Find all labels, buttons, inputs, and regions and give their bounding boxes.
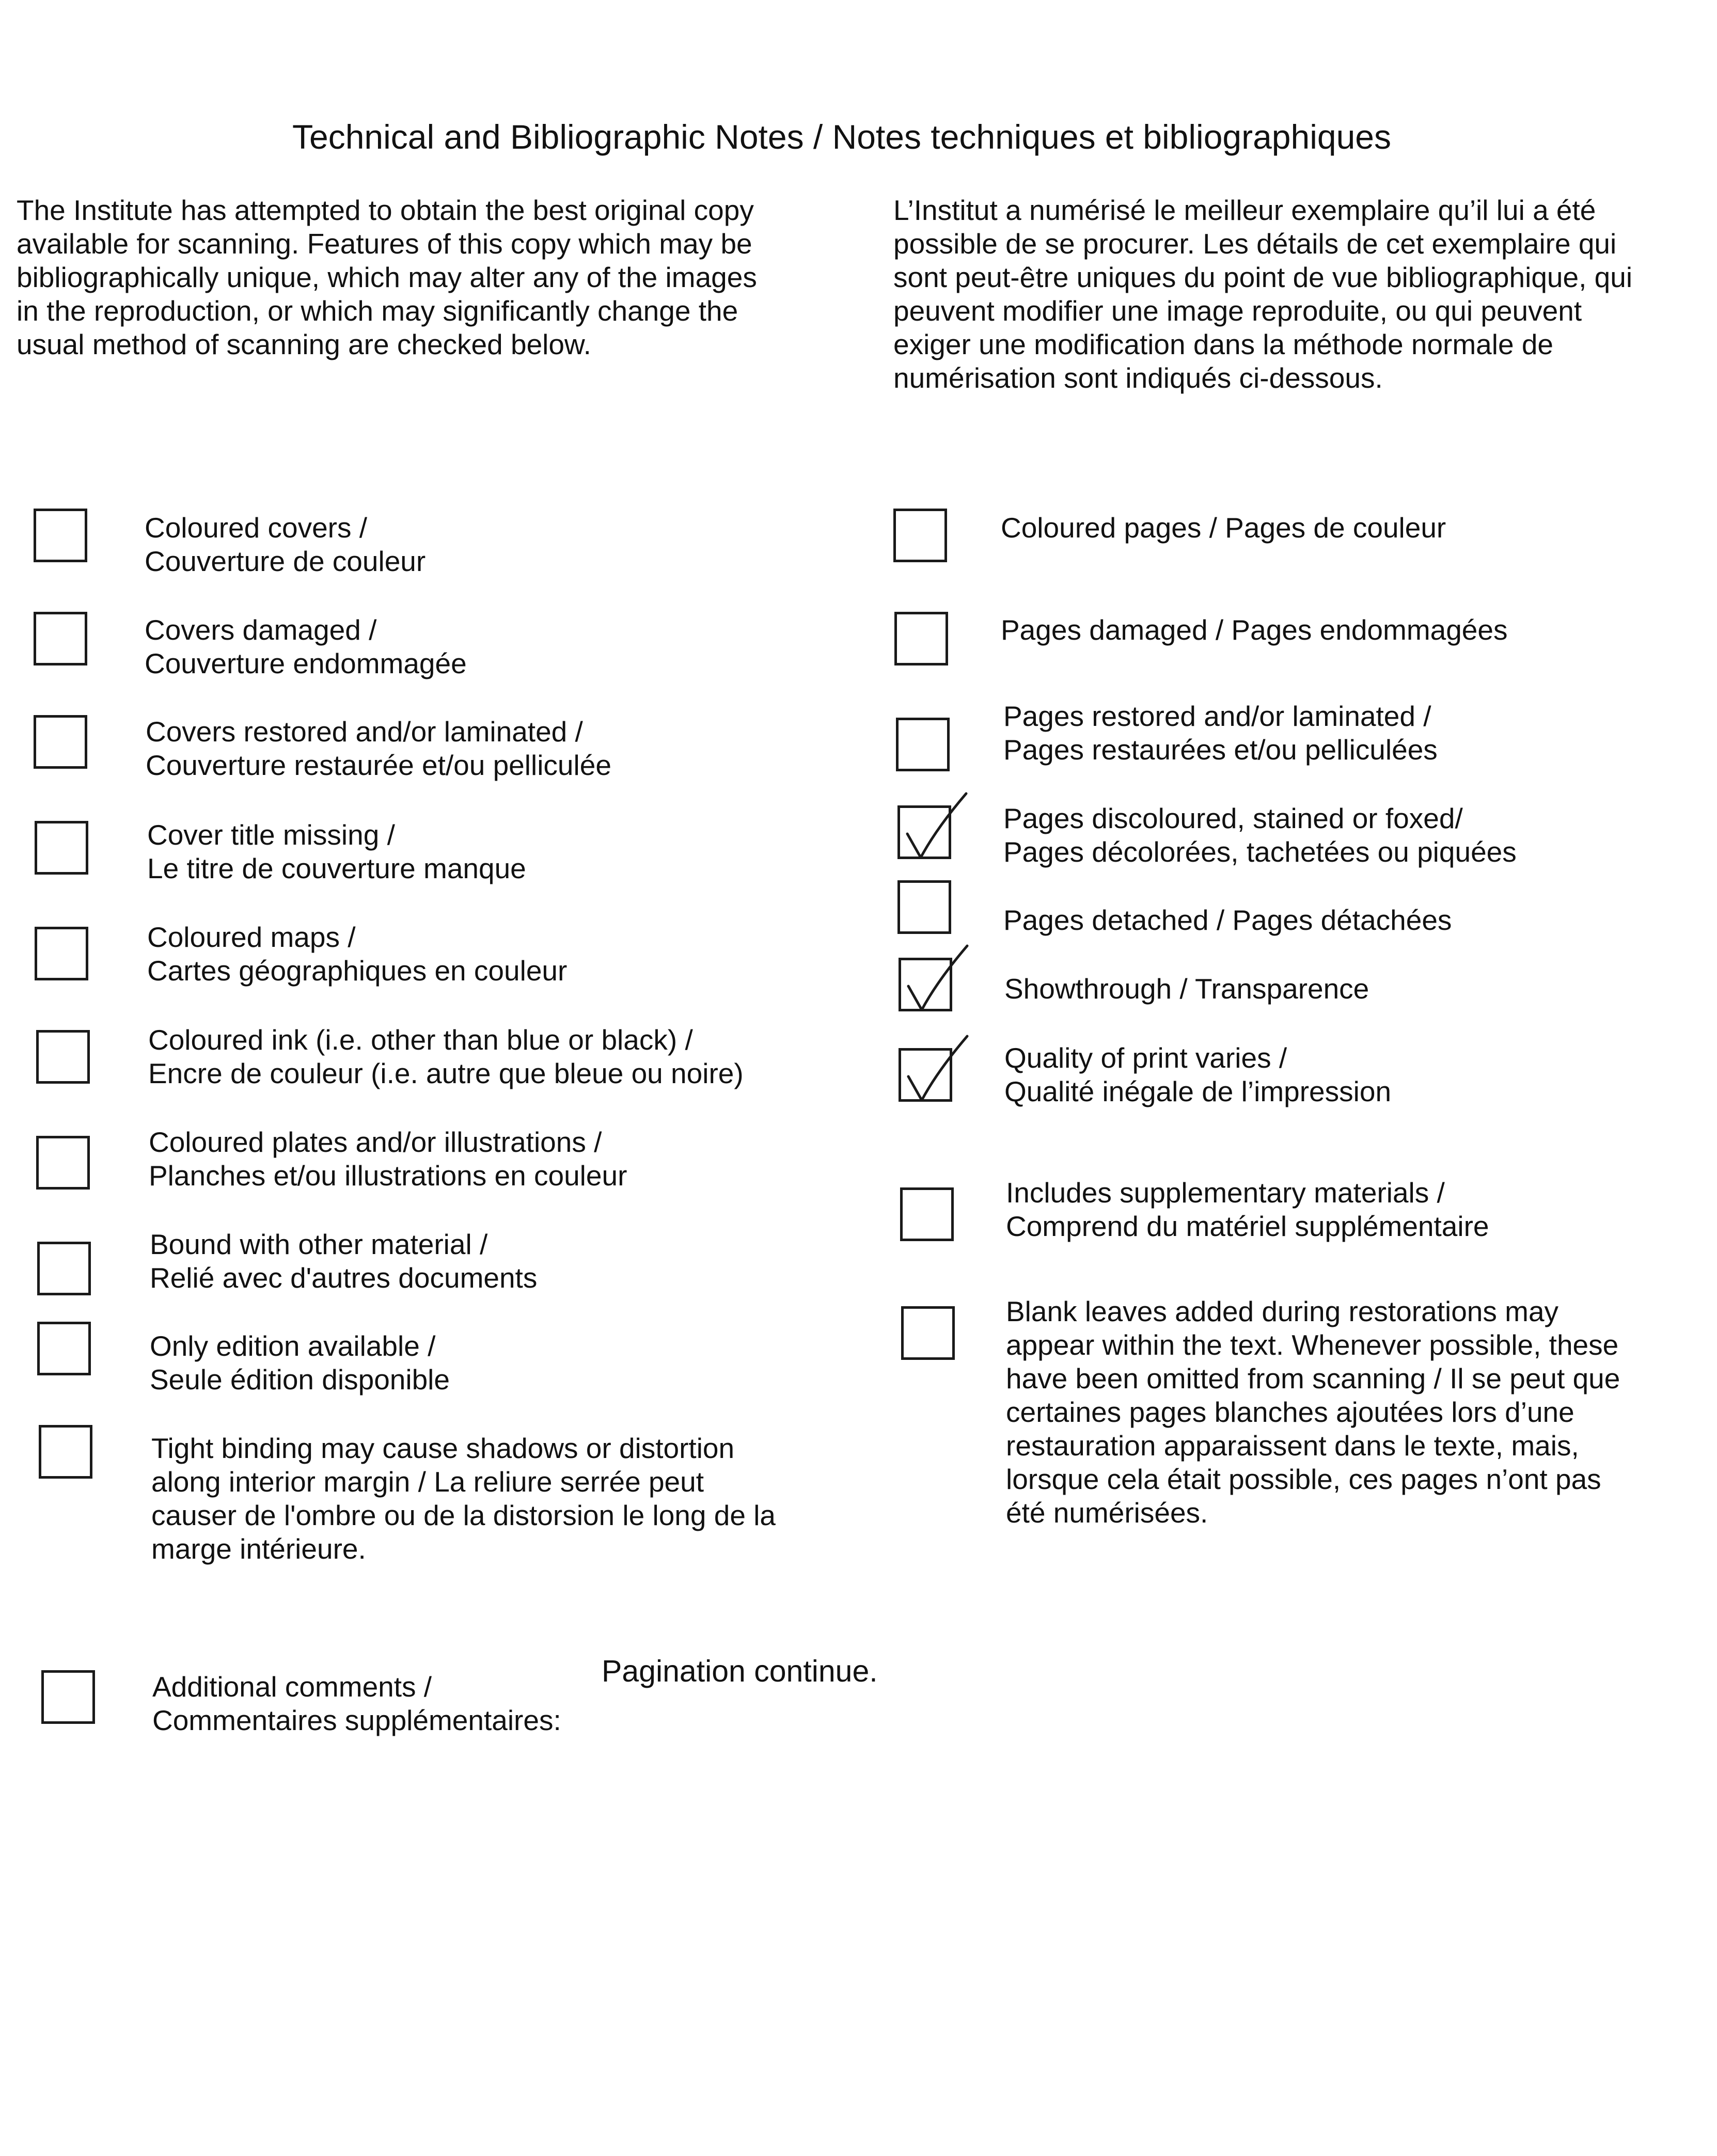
label-line: Comprend du matériel supplémentaire [1006, 1210, 1489, 1242]
label-line: Pages restored and/or laminated / [1003, 700, 1431, 732]
checklist-item-label [150, 1228, 537, 1295]
label-line: Pages décolorées, tachetées ou piquées [1003, 836, 1517, 868]
label-line: Pages restaurées et/ou pelliculées [1003, 734, 1438, 766]
label-line: Couverture restaurée et/ou pelliculée [146, 749, 611, 781]
page-title: Technical and Bibliographic Notes / Notes techniques et bibliographiques [292, 118, 1391, 156]
checklist-item-label [1006, 1176, 1489, 1243]
checklist-item-label [1001, 613, 1508, 647]
checklist-item-label [1001, 511, 1446, 545]
checklist-item-label [151, 1432, 776, 1566]
label-line: Encre de couleur (i.e. autre que bleue ou noire) [148, 1057, 744, 1089]
checkbox[interactable] [37, 1322, 91, 1375]
checklist-item-label [1003, 802, 1517, 869]
checklist-item-label [148, 1023, 744, 1090]
label-line: Tight binding may cause shadows or distortion [151, 1432, 735, 1464]
label-line: Coloured maps / [147, 921, 356, 953]
checkbox[interactable] [897, 880, 951, 934]
checkbox[interactable] [35, 927, 88, 980]
additional-comments-value: Pagination continue. [602, 1654, 878, 1688]
label-line: marge intérieure. [151, 1533, 366, 1565]
checklist-item-label [150, 1329, 450, 1397]
label-line: Coloured pages / Pages de couleur [1001, 512, 1446, 544]
label-line: Blank leaves added during restorations may [1006, 1295, 1559, 1327]
label-line: Showthrough / Transparence [1004, 973, 1369, 1005]
checkbox[interactable] [41, 1670, 95, 1724]
label-line: Coloured plates and/or illustrations / [149, 1126, 602, 1158]
checklist-item-label [1003, 700, 1438, 767]
label-line: have been omitted from scanning / Il se peut que [1006, 1362, 1620, 1394]
checked-checkbox[interactable] [899, 958, 952, 1011]
checkmark-icon [901, 960, 955, 1014]
label-line: Coloured covers / [145, 512, 368, 544]
label-line: Quality of print varies / [1004, 1042, 1287, 1074]
checked-checkbox[interactable] [897, 805, 951, 859]
intro-french [893, 194, 1632, 395]
checkbox[interactable] [894, 612, 948, 665]
label-line: Pages discoloured, stained or foxed/ [1003, 802, 1463, 834]
intro-line: exiger une modification dans la méthode normale de [893, 328, 1553, 360]
intro-line: L’Institut a numérisé le meilleur exemplaire qu’il lui a été [893, 194, 1596, 226]
checklist-item-label [146, 715, 611, 782]
label-line: Pages detached / Pages détachées [1003, 904, 1452, 936]
label-line: Couverture de couleur [145, 545, 426, 577]
checklist-item-label [1006, 1295, 1620, 1530]
label-line: along interior margin / La reliure serrée peut [151, 1466, 704, 1498]
label-line: Includes supplementary materials / [1006, 1177, 1445, 1209]
checkbox[interactable] [34, 509, 87, 562]
label-line: Coloured ink (i.e. other than blue or black) / [148, 1024, 693, 1056]
checkbox[interactable] [34, 612, 87, 665]
label-line: Seule édition disponible [150, 1364, 450, 1396]
intro-english [17, 194, 757, 361]
intro-line: possible de se procurer. Les détails de cet exemplaire qui [893, 228, 1617, 260]
checkbox[interactable] [36, 1136, 90, 1190]
intro-line: usual method of scanning are checked below. [17, 328, 591, 360]
label-line: lorsque cela était possible, ces pages n’ont pas [1006, 1463, 1601, 1495]
checklist-item-label [1004, 972, 1369, 1006]
checkmark-icon [900, 808, 954, 862]
label-line: Only edition available / [150, 1330, 436, 1362]
intro-line: bibliographically unique, which may alter any of the images [17, 261, 757, 293]
intro-line: sont peut-être uniques du point de vue bibliographique, qui [893, 261, 1633, 293]
checklist-item-label [1004, 1041, 1391, 1108]
label-line: Bound with other material / [150, 1228, 488, 1260]
label-line: Planches et/ou illustrations en couleur [149, 1160, 627, 1192]
label-line: restauration apparaissent dans le texte, mais, [1006, 1430, 1579, 1462]
checklist-item-label [145, 613, 467, 680]
label-line: Cover title missing / [147, 819, 395, 851]
intro-line: The Institute has attempted to obtain the best original copy [17, 194, 754, 226]
checkbox[interactable] [901, 1306, 955, 1360]
intro-line: available for scanning. Features of this copy which may be [17, 228, 752, 260]
intro-line: peuvent modifier une image reproduite, ou qui peuvent [893, 295, 1582, 327]
label-line: causer de l'ombre ou de la distorsion le long de la [151, 1499, 776, 1531]
label-line: Commentaires supplémentaires: [152, 1704, 561, 1736]
checkbox[interactable] [37, 1242, 91, 1295]
checklist-item-label [152, 1670, 561, 1737]
label-line: certaines pages blanches ajoutées lors d’une [1006, 1396, 1574, 1428]
label-line: Additional comments / [152, 1671, 432, 1703]
checklist-item-label [145, 511, 426, 578]
checkbox[interactable] [34, 715, 87, 769]
intro-line: numérisation sont indiqués ci-dessous. [893, 362, 1383, 394]
label-line: Cartes géographiques en couleur [147, 955, 568, 987]
checked-checkbox[interactable] [899, 1048, 952, 1102]
checkbox[interactable] [893, 509, 947, 562]
label-line: Covers damaged / [145, 614, 377, 646]
label-line: Couverture endommagée [145, 647, 467, 679]
checklist-item-label [147, 818, 526, 885]
label-line: Le titre de couverture manque [147, 852, 526, 884]
checkmark-icon [901, 1051, 955, 1104]
label-line: Covers restored and/or laminated / [146, 716, 583, 748]
checklist-item-label [1003, 903, 1452, 937]
checkbox[interactable] [36, 1030, 90, 1084]
label-line: Pages damaged / Pages endommagées [1001, 614, 1508, 646]
label-line: Qualité inégale de l’impression [1004, 1075, 1392, 1107]
checkbox[interactable] [896, 718, 950, 771]
checklist-item-label [149, 1125, 627, 1193]
checkbox[interactable] [39, 1425, 92, 1479]
checkbox[interactable] [900, 1187, 954, 1241]
checkbox[interactable] [35, 821, 88, 875]
intro-line: in the reproduction, or which may significantly change the [17, 295, 738, 327]
label-line: Relié avec d'autres documents [150, 1262, 538, 1294]
label-line: appear within the text. Whenever possible, these [1006, 1329, 1619, 1361]
checklist-item-label [147, 921, 567, 988]
label-line: été numérisées. [1006, 1497, 1208, 1529]
